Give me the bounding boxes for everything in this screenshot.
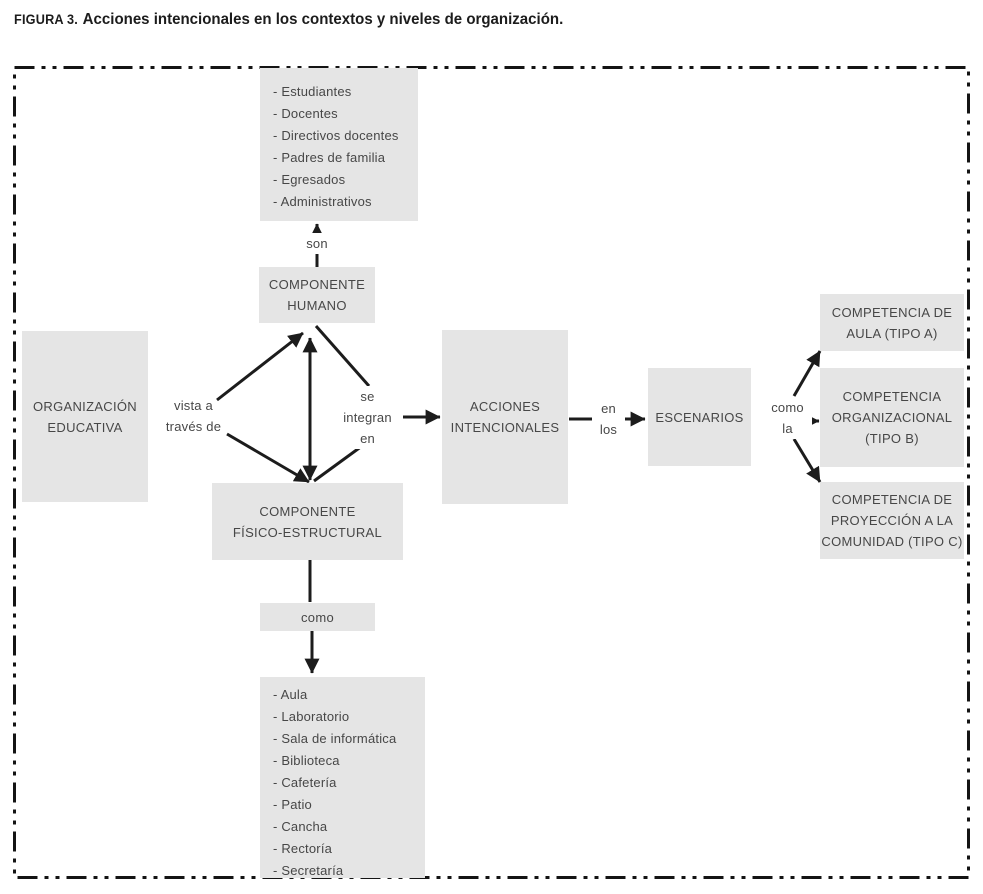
arrow-vista-fisico xyxy=(227,434,309,482)
edge-label-line: en xyxy=(360,431,375,446)
figure-caption: Acciones intencionales en los contextos y niveles de organización. xyxy=(82,11,564,28)
line-humano-integran xyxy=(316,326,369,386)
list-item: - Padres de familia xyxy=(273,150,386,165)
edge-label-line: los xyxy=(599,422,618,437)
list-item: - Biblioteca xyxy=(273,753,340,768)
facilities-list xyxy=(260,677,425,878)
edge-label-line: integran xyxy=(343,410,392,425)
list-item: - Docentes xyxy=(273,106,338,121)
list-item: - Estudiantes xyxy=(273,84,352,99)
edge-label-en-los xyxy=(592,398,625,440)
edge-label-line: la xyxy=(782,421,793,436)
node-componente-humano xyxy=(259,267,375,323)
node-label: PROYECCIÓN A LA xyxy=(830,513,954,528)
edge-label-son: son xyxy=(299,233,335,254)
arrow-comola-proyeccion xyxy=(794,439,820,482)
node-label: ACCIONES xyxy=(469,399,541,414)
node-competencia-organizacional xyxy=(820,368,964,467)
edge-label-line: través de xyxy=(165,419,222,434)
node-label: INTENCIONALES xyxy=(450,420,560,435)
list-item: - Secretaría xyxy=(273,863,344,878)
edge-label-line: en xyxy=(601,401,616,416)
node-label: COMPONENTE xyxy=(259,503,356,519)
node-label: ESCENARIOS xyxy=(655,409,744,425)
node-label: COMPETENCIA xyxy=(842,389,942,404)
list-item: - Cancha xyxy=(273,819,328,834)
node-label: FÍSICO-ESTRUCTURAL xyxy=(232,524,383,540)
list-item: - Rectoría xyxy=(273,841,333,856)
node-label: (TIPO B) xyxy=(865,431,919,446)
list-item: - Laboratorio xyxy=(273,709,350,724)
node-label: COMPETENCIA DE xyxy=(831,304,953,320)
edge-label-line: vista a xyxy=(174,398,213,413)
node-competencia-aula xyxy=(820,294,964,351)
node-label: AULA (TIPO A) xyxy=(846,325,938,341)
node-componente-fisico xyxy=(212,483,403,560)
node-acciones-intencionales xyxy=(442,330,568,504)
edge-label-vista xyxy=(155,395,232,437)
node-label: EDUCATIVA xyxy=(47,419,123,435)
arrow-vista-humano xyxy=(217,333,303,400)
node-label: HUMANO xyxy=(287,298,347,313)
list-item: - Patio xyxy=(273,797,312,812)
human-members-list xyxy=(260,68,418,221)
edge-label-como-la xyxy=(763,397,812,439)
node-label: ORGANIZACIÓN xyxy=(33,398,137,414)
edge-label-line: como xyxy=(771,400,804,415)
arrow-comola-aula xyxy=(794,351,820,396)
node-label: como xyxy=(301,609,334,625)
list-item: - Sala de informática xyxy=(273,731,397,746)
edge-label-se-integran xyxy=(340,386,395,449)
node-competencia-proyeccion xyxy=(820,482,964,559)
figure-label: FIGURA 3. xyxy=(14,12,78,27)
node-organizacion-educativa xyxy=(22,331,148,502)
edge-label-line: se xyxy=(360,389,375,404)
node-label: COMUNIDAD (TIPO C) xyxy=(821,534,963,549)
node-label: COMPETENCIA DE xyxy=(831,492,953,507)
node-escenarios xyxy=(648,368,751,466)
list-item: - Egresados xyxy=(273,172,346,187)
node-label: COMPONENTE xyxy=(268,277,366,292)
node-label: ORGANIZACIONAL xyxy=(831,410,953,425)
list-item: - Cafetería xyxy=(273,775,337,790)
node-como xyxy=(260,603,375,631)
list-item: - Directivos docentes xyxy=(273,128,399,143)
line-integran-fisico xyxy=(314,446,362,481)
list-item: - Aula xyxy=(273,687,308,702)
list-item: - Administrativos xyxy=(273,194,372,209)
